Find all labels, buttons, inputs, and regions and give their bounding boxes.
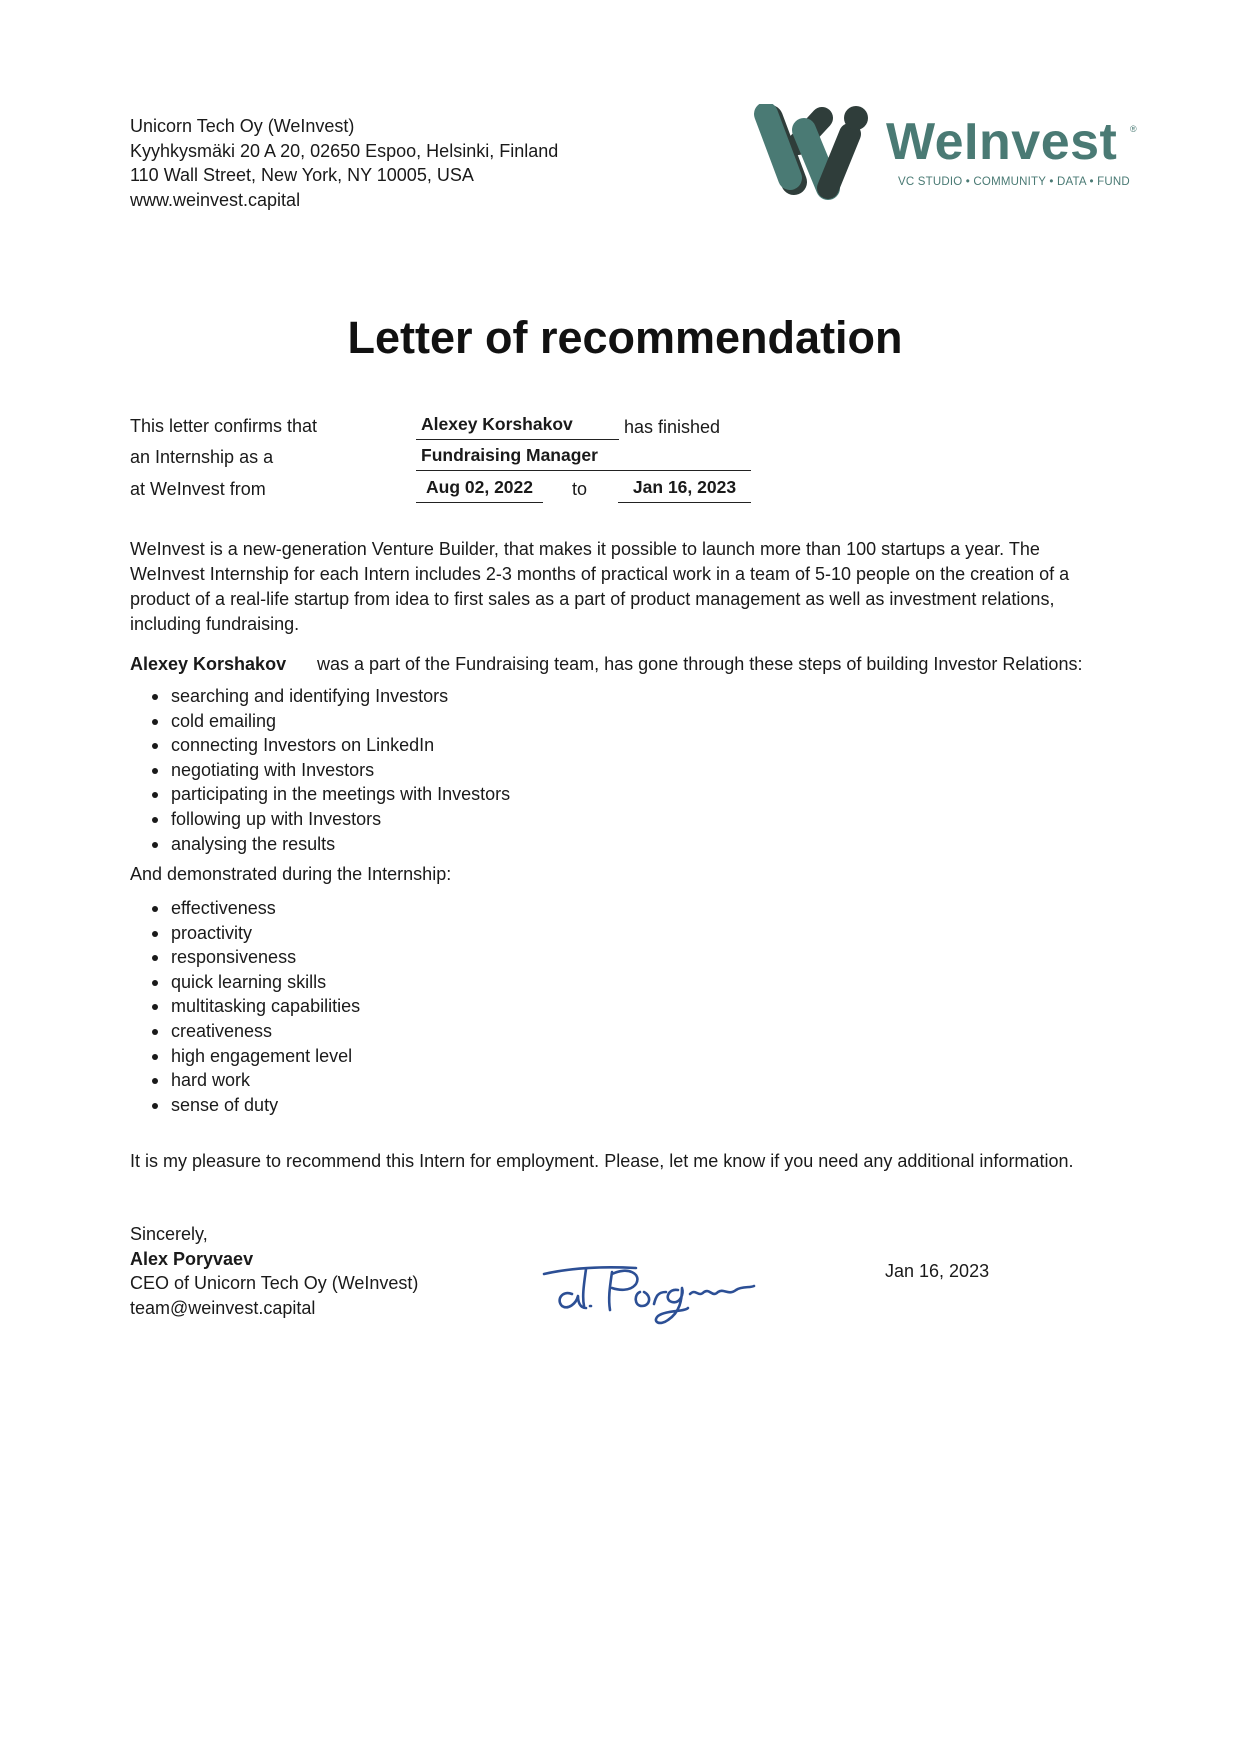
has-finished-text: has finished xyxy=(624,417,721,437)
list-item: following up with Investors xyxy=(171,807,510,832)
signer-name: Alex Poryvaev xyxy=(130,1248,254,1269)
demonstrated-intro: And demonstrated during the Internship: xyxy=(130,864,452,884)
handwritten-signature xyxy=(540,1254,760,1334)
signature-icon xyxy=(540,1254,760,1329)
list-item: negotiating with Investors xyxy=(171,758,510,783)
letter-title: Letter of recommendation xyxy=(347,312,903,363)
qualities-list xyxy=(130,896,360,1117)
signature-date: Jan 16, 2023 xyxy=(885,1261,990,1281)
logo-registered-mark: ® xyxy=(1130,124,1137,134)
date-to-field: Jan 16, 2023 xyxy=(618,474,751,503)
list-item: searching and identifying Investors xyxy=(171,684,510,709)
date-from-field: Aug 02, 2022 xyxy=(416,474,543,503)
address-line-finland: Kyyhkysmäki 20 A 20, 02650 Espoo, Helsinki, Finland xyxy=(130,140,559,161)
signature-block xyxy=(130,1222,418,1320)
to-word: to xyxy=(572,479,588,499)
intro-paragraph: WeInvest is a new-generation Venture Builder, that makes it possible to launch more than 100 startups a year. The WeInvest Internship for each Intern includes 2-3 months of practical work in a team of 5-10 people on the creation of a product of a real-life startup from idea to first sales as a part of product management as well as investment relations, including fundraising. xyxy=(130,539,1070,634)
list-item: high engagement level xyxy=(171,1044,360,1069)
closing-sentence: It is my pleasure to recommend this Intern for employment. Please, let me know if you need any additional information. xyxy=(130,1151,1074,1171)
signer-email: team@weinvest.capital xyxy=(130,1297,316,1318)
intern-name-inline: Alexey Korshakov xyxy=(130,654,287,674)
list-item: multitasking capabilities xyxy=(171,994,360,1019)
list-item: effectiveness xyxy=(171,896,360,921)
list-item: hard work xyxy=(171,1068,360,1093)
steps-list xyxy=(130,684,510,856)
logo-tagline: VC STUDIO • COMMUNITY • DATA • FUND xyxy=(898,176,1130,188)
list-item: quick learning skills xyxy=(171,970,360,995)
logo-wordmark: WeInvest xyxy=(886,113,1118,171)
salutation: Sincerely, xyxy=(130,1224,208,1244)
position-field: Fundraising Manager xyxy=(416,442,751,471)
fundraising-intro-text: was a part of the Fundraising team, has gone through these steps of building Investor Relations: xyxy=(317,654,1083,674)
list-item: connecting Investors on LinkedIn xyxy=(171,733,510,758)
company-address xyxy=(130,114,558,212)
internship-label: an Internship as a xyxy=(130,447,274,467)
weinvest-logo-mark-icon xyxy=(752,104,882,200)
list-item: cold emailing xyxy=(171,709,510,734)
address-line-company: Unicorn Tech Oy (WeInvest) xyxy=(130,116,355,136)
list-item: proactivity xyxy=(171,921,360,946)
list-item: responsiveness xyxy=(171,945,360,970)
address-line-usa: 110 Wall Street, New York, NY 10005, USA xyxy=(130,165,474,185)
intern-name-field: Alexey Korshakov xyxy=(416,411,619,440)
confirm-label: This letter confirms that xyxy=(130,416,318,436)
weinvest-logo xyxy=(752,104,1137,200)
list-item: participating in the meetings with Investors xyxy=(171,782,510,807)
signer-role: CEO of Unicorn Tech Oy (WeInvest) xyxy=(130,1273,419,1293)
from-label: at WeInvest from xyxy=(130,479,266,499)
list-item: sense of duty xyxy=(171,1093,360,1118)
list-item: creativeness xyxy=(171,1019,360,1044)
address-line-website: www.weinvest.capital xyxy=(130,189,301,210)
list-item: analysing the results xyxy=(171,832,510,857)
